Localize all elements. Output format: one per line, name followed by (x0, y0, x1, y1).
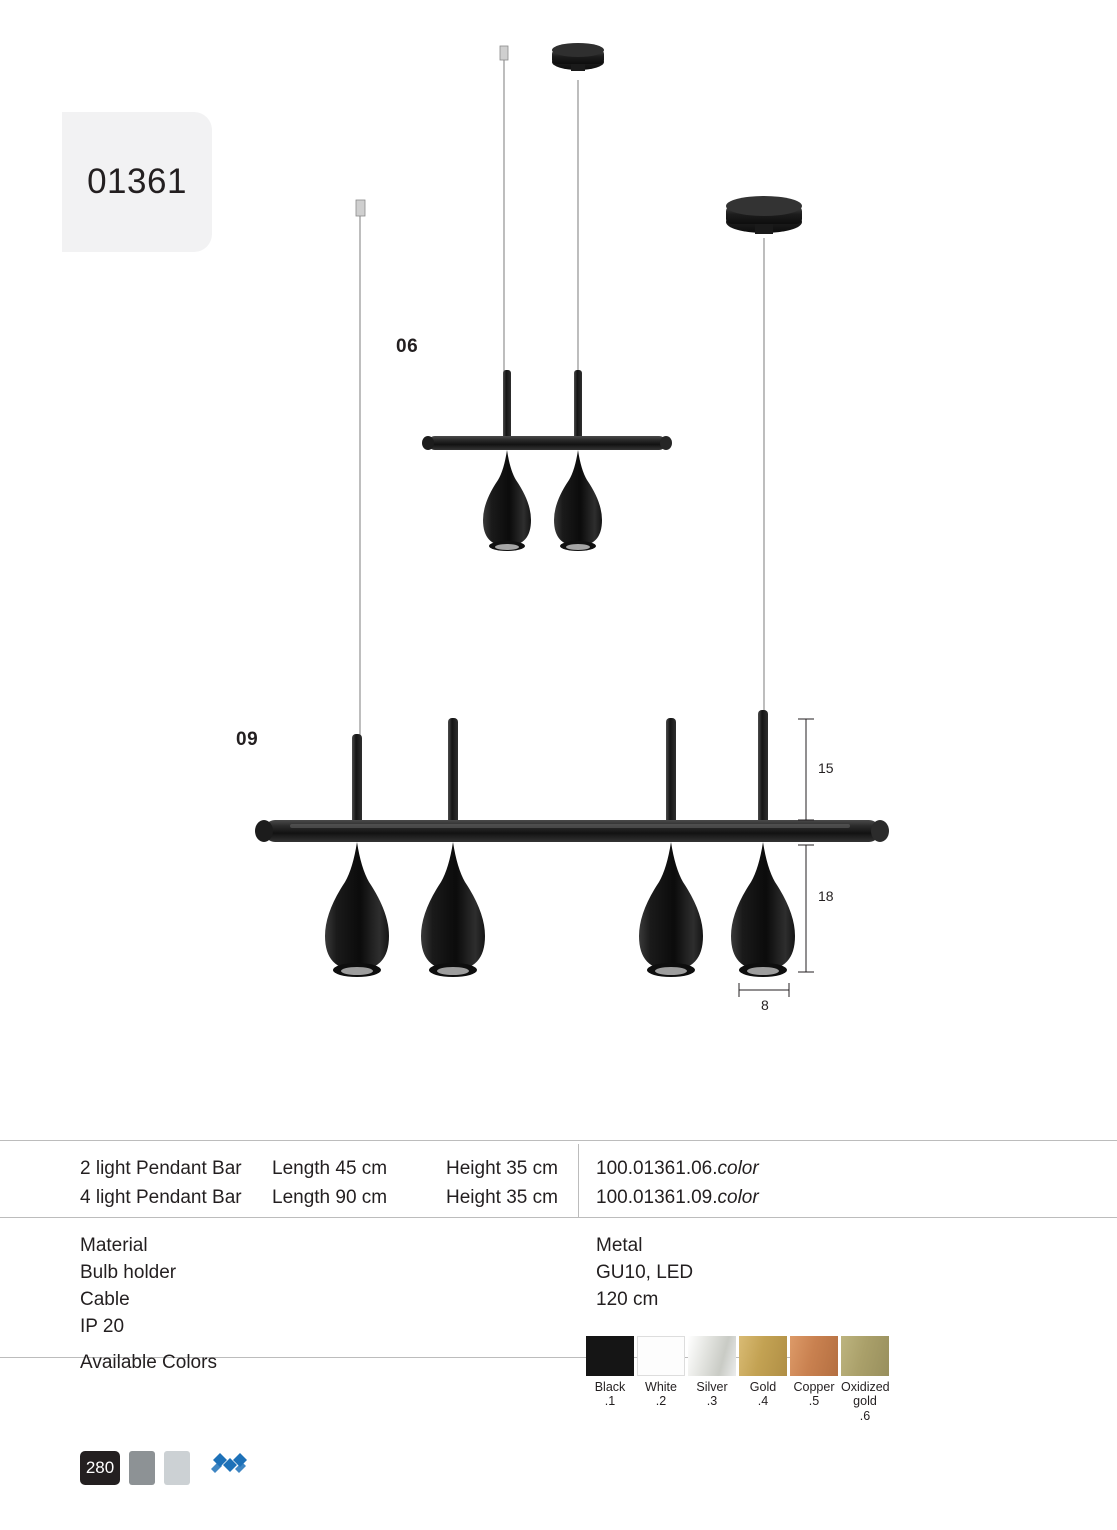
spec-description-2: 4 light Pendant Bar (80, 1187, 242, 1208)
divider-middle (0, 1217, 1117, 1218)
value-bulb-holder: GU10, LED (596, 1262, 694, 1283)
dimension-upper-height: 15 (818, 760, 834, 776)
stem-09-b (448, 718, 458, 836)
label-ip-rating: IP 20 (80, 1316, 125, 1337)
spec-article-1 (596, 1158, 759, 1180)
divider-vertical (578, 1144, 579, 1217)
swatch-code-copper: .5 (808, 1394, 820, 1409)
shade-09-c (639, 842, 703, 977)
spec-height-2: Height 35 cm (446, 1187, 558, 1208)
article-color-suffix-1: color (717, 1158, 759, 1179)
label-bulb-holder: Bulb holder (80, 1262, 177, 1283)
swatch-chip-white (637, 1336, 685, 1376)
color-swatch-black[interactable] (586, 1336, 634, 1423)
suspension-wires-06 (500, 46, 578, 378)
shade-09-b (421, 842, 485, 977)
swatch-name-copper: Copper (793, 1380, 835, 1394)
swatch-name-silver: Silver (696, 1380, 728, 1394)
spec-description-1: 2 light Pendant Bar (80, 1158, 242, 1179)
dimension-shade-width: 8 (761, 997, 769, 1013)
swatch-name-white: White (645, 1380, 677, 1394)
swatch-code-white: .2 (655, 1394, 667, 1409)
spec-length-2: Length 90 cm (272, 1187, 388, 1208)
brand-logo-icon (209, 1448, 249, 1487)
swatch-chip-oxidized-gold (841, 1336, 889, 1376)
swatch-chip-silver (688, 1336, 736, 1376)
spec-height-1: Height 35 cm (446, 1158, 558, 1179)
dimension-shade-height: 18 (818, 888, 834, 904)
color-swatch-oxidized-gold[interactable] (841, 1336, 889, 1423)
variant-label-06: 06 (396, 336, 419, 357)
divider-top (0, 1140, 1117, 1141)
horizontal-bar-06 (422, 436, 672, 450)
label-available-colors: Available Colors (80, 1352, 217, 1373)
swatch-code-silver: .3 (706, 1394, 718, 1409)
suspension-wires-09 (356, 200, 764, 742)
stem-09-d (758, 710, 768, 836)
swatch-name-gold: Gold (749, 1380, 777, 1394)
swatch-name-black: Black (594, 1380, 626, 1394)
variant-label-09: 09 (236, 729, 259, 750)
canopy-09 (726, 196, 802, 234)
canopy-06 (552, 43, 604, 71)
spec-article-2 (596, 1187, 759, 1209)
value-material: Metal (596, 1235, 643, 1256)
horizontal-bar-09 (255, 820, 889, 842)
swatch-chip-copper (790, 1336, 838, 1376)
page-number: 280 (80, 1451, 120, 1485)
swatch-chip-black (586, 1336, 634, 1376)
color-swatch-list (586, 1336, 889, 1423)
spec-length-1: Length 45 cm (272, 1158, 388, 1179)
stem-09-c (666, 718, 676, 836)
article-color-suffix-2: color (717, 1187, 759, 1208)
label-cable: Cable (80, 1289, 130, 1310)
article-number-1: 100.01361.06. (596, 1158, 718, 1179)
page-footer (80, 1448, 249, 1487)
shade-09-d (731, 842, 795, 977)
value-cable: 120 cm (596, 1289, 659, 1310)
swatch-code-gold: .4 (757, 1394, 769, 1409)
color-swatch-copper[interactable] (790, 1336, 838, 1423)
footer-swatch-gray (129, 1451, 155, 1485)
color-swatch-silver[interactable] (688, 1336, 736, 1423)
shade-06-b (554, 450, 602, 551)
label-material: Material (80, 1235, 148, 1256)
shade-06-a (483, 450, 531, 551)
color-swatch-white[interactable] (637, 1336, 685, 1423)
article-number-2: 100.01361.09. (596, 1187, 718, 1208)
footer-swatch-light-gray (164, 1451, 190, 1485)
swatch-code-oxidized-gold: .6 (859, 1408, 871, 1423)
swatch-name-oxidized-gold: Oxidized gold (841, 1380, 890, 1409)
swatch-chip-gold (739, 1336, 787, 1376)
color-swatch-gold[interactable] (739, 1336, 787, 1423)
product-code-text: 01361 (87, 162, 187, 201)
shade-09-a (325, 842, 389, 977)
swatch-code-black: .1 (604, 1394, 616, 1409)
